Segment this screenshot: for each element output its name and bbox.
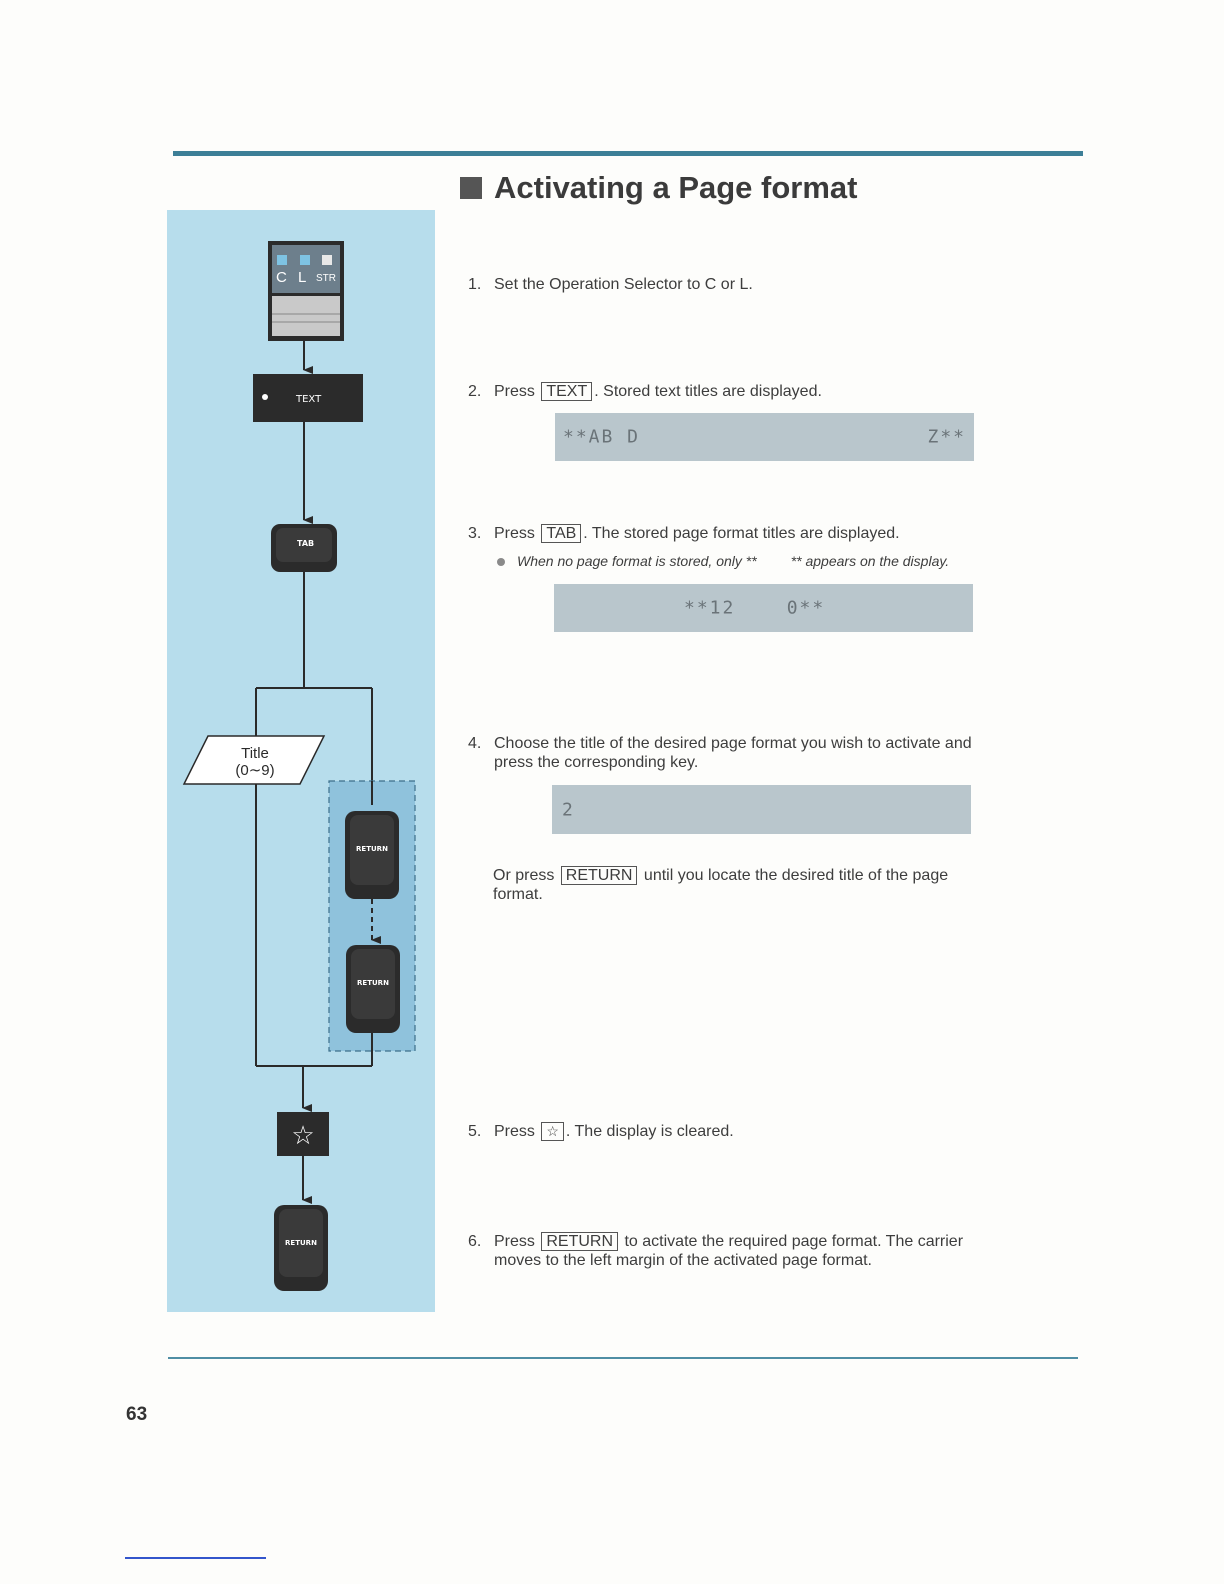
text-key-label: TEXT [296,394,322,405]
operation-selector-icon [268,241,344,341]
step-3 [468,524,900,543]
step-3-note [497,553,949,569]
display-text: 2 [562,799,575,820]
star-key-label: ☆ [291,1121,315,1151]
note-text-right: ** appears on the display. [790,553,950,569]
tab-key-icon [271,524,337,572]
step-number: 2. [468,383,482,400]
step-6 [468,1232,963,1270]
return-key-icon [345,811,399,899]
return-key-label-2: RETURN [357,979,389,987]
text-key-icon [253,374,363,422]
return-key-icon [274,1205,328,1291]
display-panel-1 [555,413,974,461]
display-panel-3 [552,785,971,834]
text-keycap: TEXT [541,382,592,401]
star-keycap: ☆ [541,1122,564,1141]
star-key-icon [277,1112,329,1156]
return-key-label-3: RETURN [285,1239,317,1247]
step-number: 4. [468,735,482,752]
title-box-range: (0∼9) [235,762,275,779]
bottom-rule [168,1357,1078,1359]
step-text: . Stored text titles are displayed. [594,383,822,400]
step-2 [468,382,822,401]
note-text-left: When no page format is stored, only ** [517,553,757,569]
return-key-icon [346,945,400,1033]
step-text: Press [494,525,535,542]
step-text: . The display is cleared. [565,1123,734,1140]
step-text: Set the Operation Selector to C or L. [494,276,753,293]
return-keycap: RETURN [541,1232,618,1251]
step-text: Press [494,1233,535,1250]
step-text: press the corresponding key. [494,754,699,771]
page-number: 63 [126,1404,148,1425]
step-5 [468,1122,734,1141]
step-4 [468,734,972,772]
title-input-parallelogram [184,736,324,784]
selector-label-c: C [276,269,287,286]
step-text: Choose the title of the desired page format you wish to activate and [494,735,972,752]
step-number: 1. [468,276,482,293]
footer-line [125,1557,266,1559]
step-number: 3. [468,525,482,542]
step-text: moves to the left margin of the activated page format. [494,1252,872,1269]
display-text: **12 0** [684,597,826,619]
or-press-text-line2: format. [493,886,543,903]
step-1 [468,275,753,294]
return-key-label-1: RETURN [356,845,388,853]
step-number: 5. [468,1123,482,1140]
step-text: to activate the required page format. The carrier [620,1233,964,1250]
return-keycap: RETURN [561,866,638,885]
step-text: . The stored page format titles are displayed. [583,525,900,542]
display-panel-2 [554,584,973,632]
tab-key-label: TAB [297,539,315,548]
selector-label-l: L [298,269,307,286]
step-text: Press [494,1123,535,1140]
tab-keycap: TAB [541,524,581,543]
display-text-left: **AB D [563,426,641,448]
or-press-text-post: until you locate the desired title of the page [639,867,949,884]
step-text: Press [494,383,535,400]
heading-text: Activating a Page format [494,170,858,205]
or-press-text-pre: Or press [493,867,555,884]
title-box-label: Title [241,745,269,762]
display-text-right: Z** [927,426,966,448]
or-press-text [493,866,948,904]
step-number: 6. [468,1233,482,1250]
selector-label-str: STR [316,273,336,284]
bullet-icon [497,558,505,566]
